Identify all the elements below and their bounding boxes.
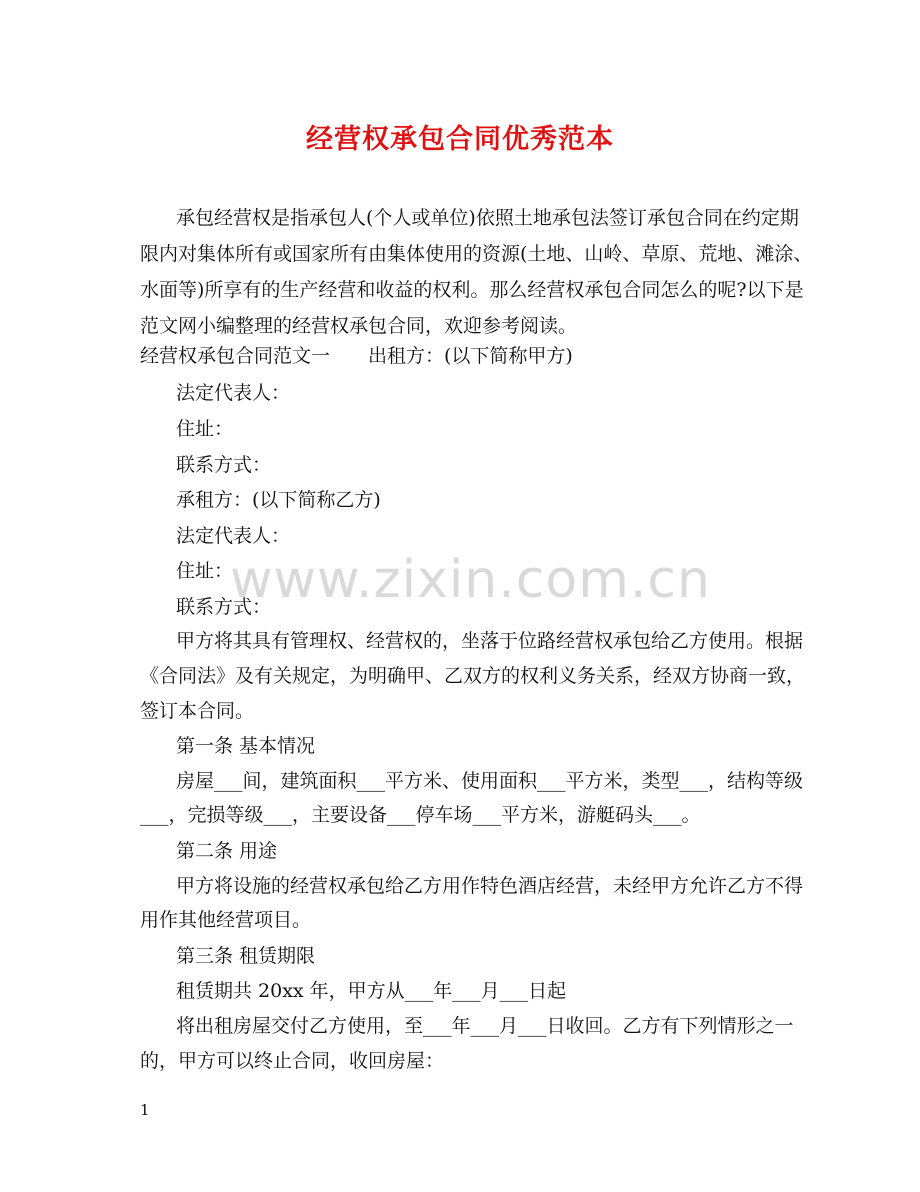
section-heading: 经营权承包合同范文一 出租方：(以下简称甲方) <box>140 345 573 367</box>
paragraph-line: 《合同法》及有关规定，为明确甲、乙双方的权利义务关系，经双方协商一致， <box>140 665 806 687</box>
paragraph-line: ___，完损等级___，主要设备___停车场___平方米，游艇码头___。 <box>140 804 701 826</box>
paragraph-line: 将出租房屋交付乙方使用，至___年___月___日收回。乙方有下列情形之一 <box>176 1015 794 1037</box>
article-heading: 第三条 租赁期限 <box>176 945 316 967</box>
paragraph-line: 租赁期共 20xx 年，甲方从___年___月___日起 <box>176 980 567 1002</box>
paragraph-line: 水面等)所享有的生产经营和收益的权利。那么经营权承包合同怎么的呢?以下是 <box>140 279 804 301</box>
paragraph-line: 住址： <box>176 418 234 440</box>
paragraph-line: 联系方式： <box>176 596 272 618</box>
paragraph-line: 承租方：(以下简称乙方) <box>176 489 381 511</box>
paragraph-line: 限内对集体所有或国家所有由集体使用的资源(土地、山岭、草原、荒地、滩涂、 <box>140 243 813 265</box>
watermark: www.zixin.com.cn <box>230 550 711 610</box>
paragraph-line: 甲方将设施的经营权承包给乙方用作特色酒店经营，未经甲方允许乙方不得 <box>176 875 804 897</box>
paragraph-line: 法定代表人： <box>176 382 291 404</box>
paragraph-line: 范文网小编整理的经营权承包合同，欢迎参考阅读。 <box>140 315 578 337</box>
paragraph-line: 法定代表人： <box>176 525 291 547</box>
article-heading: 第二条 用途 <box>176 840 278 862</box>
paragraph-line: 的，甲方可以终止合同，收回房屋： <box>140 1050 445 1072</box>
paragraph-line: 承包经营权是指承包人(个人或单位)依照土地承包法签订承包合同在约定期 <box>176 207 799 229</box>
paragraph-line: 用作其他经营项目。 <box>140 909 312 931</box>
document-title: 经营权承包合同优秀范本 <box>306 124 614 155</box>
paragraph-line: 房屋___间，建筑面积___平方米、使用面积___平方米，类型___，结构等级 <box>176 770 804 792</box>
article-heading: 第一条 基本情况 <box>176 735 316 757</box>
paragraph-line: 联系方式： <box>176 454 272 476</box>
page-number: 1 <box>140 1101 150 1119</box>
paragraph-line: 住址： <box>176 560 234 582</box>
paragraph-line: 甲方将其具有管理权、经营权的，坐落于位路经营权承包给乙方使用。根据 <box>176 630 804 652</box>
paragraph-line: 签订本合同。 <box>140 700 255 722</box>
